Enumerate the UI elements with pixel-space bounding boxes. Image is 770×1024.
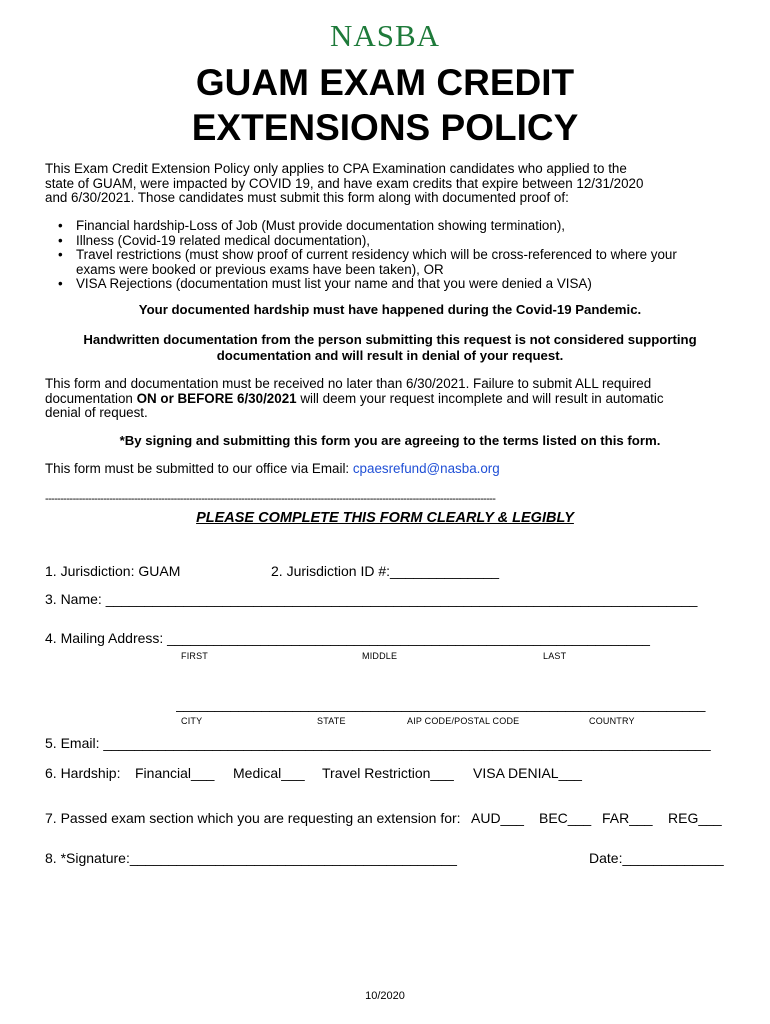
section-reg-option[interactable]: REG___ — [668, 810, 722, 826]
label-first: FIRST — [181, 651, 208, 661]
passed-sections-label: 7. Passed exam section which you are requesting an extension for: — [45, 810, 461, 826]
hardship-medical-option[interactable]: Medical___ — [233, 765, 305, 781]
section-far-option[interactable]: FAR___ — [602, 810, 653, 826]
label-city: CITY — [181, 716, 203, 726]
section-bec-option[interactable]: BEC___ — [539, 810, 592, 826]
hardship-financial-option[interactable]: Financial___ — [135, 765, 215, 781]
handwritten-line-2: documentation and will result in denial of your request. — [216, 348, 564, 363]
intro-line-1: This Exam Credit Extension Policy only applies to CPA Examination candidates who applied to the — [45, 161, 627, 176]
page-title — [0, 60, 770, 150]
submit-text: This form must be submitted to our office via Email: — [45, 461, 353, 476]
deadline-line-2-post: will deem your request incomplete and will result in automatic — [296, 390, 664, 406]
intro-paragraph — [45, 162, 725, 206]
intro-line-3: and 6/30/2021. Those candidates must submit this form along with documented proof of: — [45, 190, 569, 205]
nasba-logo: NASBA — [329, 18, 441, 53]
submit-instructions — [45, 462, 500, 477]
email-field[interactable]: 5. Email: ______________________________________________________________________________ — [45, 735, 711, 751]
deadline-line-3: denial of request. — [45, 405, 148, 420]
signature-field[interactable]: 8. *Signature:__________________________________________ — [45, 850, 457, 866]
hardship-visa: • VISA Rejections (documentation must list your name and that you were denied a VISA) — [58, 277, 718, 292]
email-link[interactable]: cpaesrefund@nasba.org — [352, 461, 500, 476]
date-field[interactable]: Date:_____________ — [589, 850, 724, 866]
form-heading: PLEASE COMPLETE THIS FORM CLEARLY & LEGIBLY — [196, 510, 574, 526]
hardship-visa-option[interactable]: VISA DENIAL___ — [473, 765, 582, 781]
address-line-field[interactable]: ____________________________________________________________________ — [176, 696, 706, 712]
hardship-financial: • Financial hardship-Loss of Job (Must provide documentation showing termination), — [58, 219, 718, 234]
divider: --------------------------------------------------------------------------------------------------------------------------------------------------- — [45, 493, 496, 505]
hardship-travel-line-1: • Travel restrictions (must show proof of current residency which will be cross-referenced to where your — [76, 247, 677, 262]
deadline-line-2-pre: documentation — [45, 390, 137, 406]
section-aud-option[interactable]: AUD___ — [471, 810, 524, 826]
name-field[interactable]: 3. Name: ____________________________________________________________________________ — [45, 591, 698, 607]
label-postal-code: AIP CODE/POSTAL CODE — [407, 716, 520, 726]
label-middle: MIDDLE — [362, 651, 398, 661]
hardship-travel-line-2: exams were booked or previous exams have been taken), OR — [76, 261, 444, 277]
hardship-list — [58, 219, 718, 292]
deadline-paragraph — [45, 377, 735, 421]
revision-date: 10/2020 — [365, 990, 405, 1002]
label-last: LAST — [543, 651, 567, 661]
handwritten-note — [40, 332, 740, 364]
label-country: COUNTRY — [589, 716, 635, 726]
agreement-note: *By signing and submitting this form you are agreeing to the terms listed on this form. — [119, 433, 661, 448]
deadline-date-bold: ON or BEFORE 6/30/2021 — [136, 390, 297, 406]
mailing-address-field[interactable]: 4. Mailing Address: ______________________________________________________________ — [45, 630, 650, 646]
jurisdiction-id-field[interactable]: 2. Jurisdiction ID #:______________ — [271, 563, 500, 579]
intro-line-2: state of GUAM, were impacted by COVID 19, and have exam credits that expire between 12/31/2020 — [45, 175, 644, 191]
deadline-line-1: This form and documentation must be received no later than 6/30/2021. Failure to submit ALL required — [45, 376, 652, 391]
hardship-illness: • Illness (Covid-19 related medical documentation), — [58, 234, 718, 249]
hardship-label: 6. Hardship: — [45, 765, 121, 781]
hardship-note: Your documented hardship must have happened during the Covid-19 Pandemic. — [138, 302, 642, 317]
handwritten-line-1: Handwritten documentation from the person submitting this request is not considered supporting — [83, 332, 697, 347]
hardship-travel-option[interactable]: Travel Restriction___ — [322, 765, 454, 781]
jurisdiction-field: 1. Jurisdiction: GUAM — [45, 563, 181, 579]
hardship-travel — [58, 248, 718, 277]
deadline-line-2 — [45, 392, 735, 407]
title-line-2: EXTENSIONS POLICY — [191, 107, 579, 148]
label-state: STATE — [317, 716, 346, 726]
title-line-1: GUAM EXAM CREDIT — [195, 62, 575, 103]
